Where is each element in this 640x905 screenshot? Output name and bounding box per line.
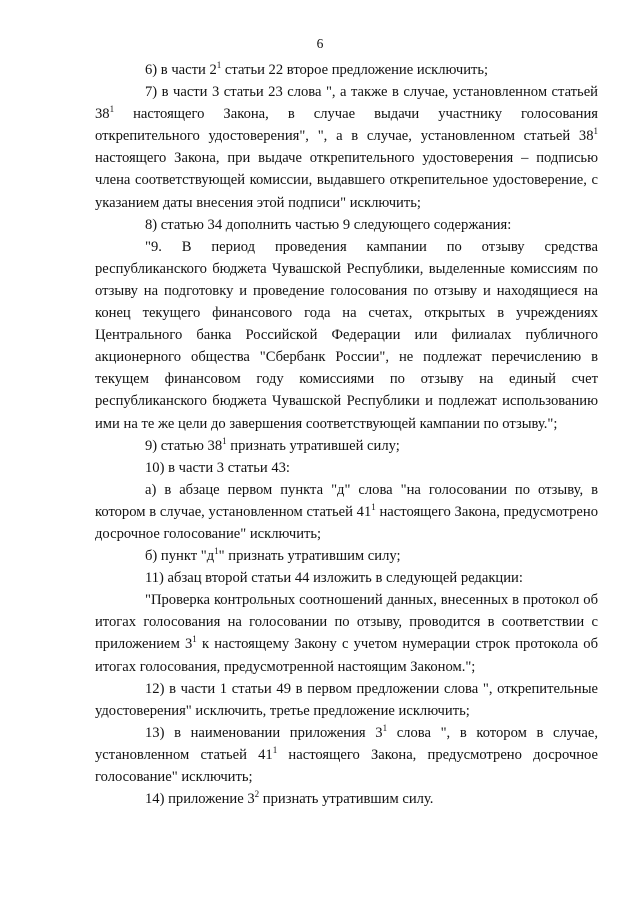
paragraph: [95, 214, 598, 236]
text-run: б) пункт "д: [145, 548, 215, 565]
document-body: [95, 59, 598, 810]
paragraph: [95, 457, 598, 479]
paragraph: [95, 678, 598, 722]
superscript: 1: [214, 546, 219, 557]
superscript: 2: [254, 789, 260, 800]
paragraph: [95, 589, 598, 677]
text-run: 14) приложение 3: [145, 791, 255, 808]
paragraph: [95, 59, 598, 81]
text-run: 8) статью 34 дополнить частью 9 следующего содержания:: [145, 216, 512, 233]
text-run: " признать утратившим силу;: [218, 548, 401, 565]
superscript: 1: [222, 435, 227, 446]
text-run: настоящего Закона, предусмотрено досрочное голосование" исключить;: [95, 503, 598, 542]
text-run: 6) в части 2: [145, 62, 217, 78]
text-run: а) в абзаце первом пункта "д" слова "на голосовании по отзыву, в котором в случае, установленном статьей 41: [95, 481, 598, 520]
text-run: слова ", в котором в случае, установленном статьей 41: [95, 724, 599, 763]
text-run: "Проверка контрольных соотношений данных, внесенных в протокол об итогах голосования на голосовании по отзыву, проводится в соответствии с приложением 3: [95, 592, 598, 653]
text-run: статьи 22 второе предложение исключить;: [221, 62, 489, 78]
text-run: к настоящему Закону с учетом нумерации строк протокола об итогах голосования, предусмотренной настоящим Законом.";: [95, 636, 598, 675]
paragraph: [95, 236, 598, 435]
text-run: 12) в части 1 статьи 49 в первом предложении слова ", открепительные удостоверения" исключить, третье предложение исключить;: [95, 680, 598, 719]
paragraph: [95, 722, 598, 788]
superscript: 1: [192, 634, 197, 645]
page-number: 6: [316, 36, 324, 51]
paragraph: [95, 788, 598, 810]
text-run: признать утратившей силу;: [226, 437, 400, 454]
text-run: признать утратившим силу.: [259, 791, 434, 808]
text-run: 13) в наименовании приложения 3: [145, 724, 383, 741]
text-run: 11) абзац второй статьи 44 изложить в следующей редакции:: [145, 570, 523, 587]
paragraph: [95, 435, 598, 457]
text-run: настоящего Закона, в случае выдачи участнику голосования открепительного удостоверения", ", а в случае, установленном статьей 38: [95, 106, 598, 145]
text-run: настоящего Закона, при выдаче открепительного удостоверения – подписью члена соответствующей комиссии, выдавшего открепительное удостоверение, с указанием даты внесения этой подписи" исключить;: [95, 150, 598, 211]
paragraph: [95, 479, 598, 545]
superscript: 1: [272, 744, 278, 755]
paragraph: [95, 545, 598, 567]
text-run: 9) статью 38: [145, 437, 223, 454]
text-run: 7) в части 3 статьи 23 слова ", а также в случае, установленном статьей 38: [95, 84, 598, 123]
superscript: 1: [593, 126, 598, 137]
paragraph: [95, 81, 598, 214]
superscript: 1: [216, 60, 222, 70]
superscript: 1: [109, 104, 115, 115]
superscript: 1: [371, 501, 376, 512]
text-run: 10) в части 3 статьи 43:: [145, 459, 290, 476]
text-run: "9. В период проведения кампании по отзыву средства республиканского бюджета Чувашской Республики, выделенные комиссиям по отзыву на подготовку и проведение голосования по отзыву и находящиеся на конец текущего финансового года на счетах, открытых в учреждениях Центрального банка Российской Федерации или филиалах публичного акционерного общества "Сбербанк России", не подлежат перечислению в текущем финансовом году комиссиями по отзыву на единый счет республиканского бюджета Чувашской Республики и подлежат использованию ими на те же цели до завершения соответствующей кампании по отзыву.";: [95, 238, 598, 432]
paragraph: [95, 567, 598, 589]
text-run: настоящего Закона, предусмотрено досрочное голосование" исключить;: [95, 746, 598, 785]
superscript: 1: [382, 722, 388, 733]
